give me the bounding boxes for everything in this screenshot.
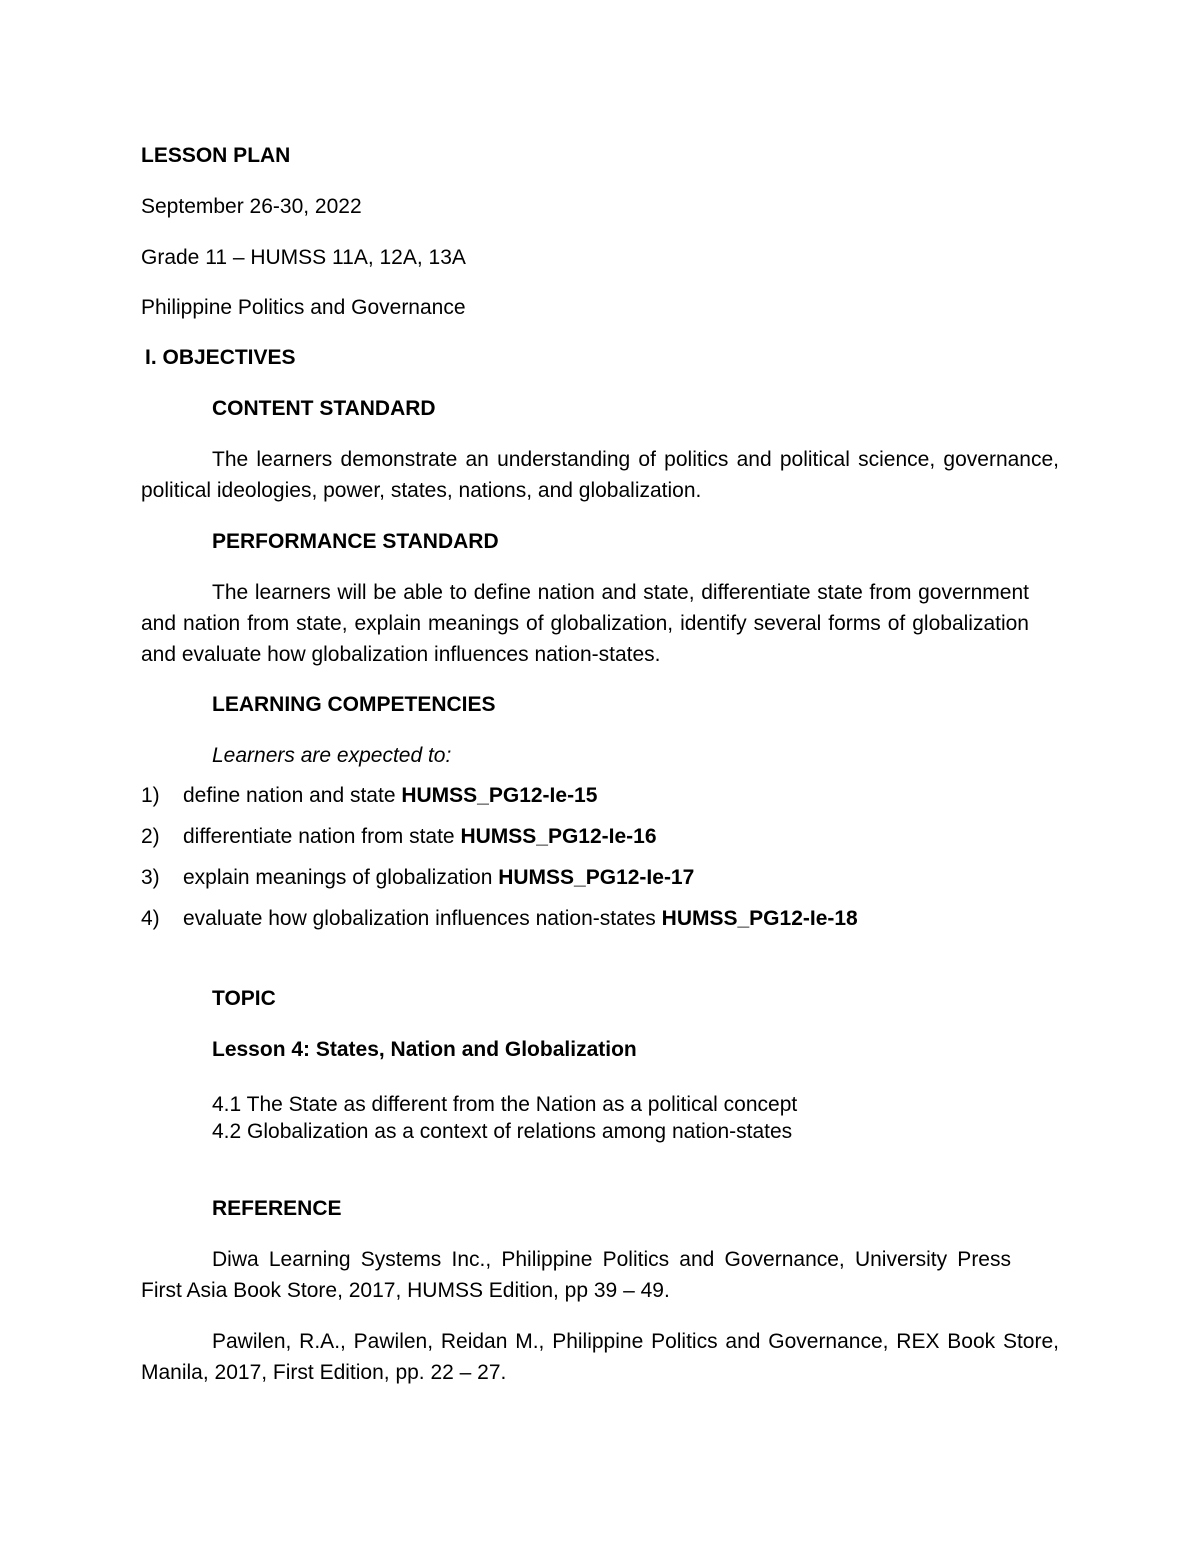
document-title: LESSON PLAN — [141, 144, 291, 167]
competency-number: 3) — [141, 866, 160, 889]
competency-number: 4) — [141, 907, 160, 930]
subtopic-item: 4.1 The State as different from the Nation as a political concept — [212, 1093, 798, 1116]
competency-code: HUMSS_PG12-Ie-15 — [401, 784, 598, 807]
competency-item — [141, 783, 597, 809]
content-standard-heading: CONTENT STANDARD — [212, 397, 436, 420]
competency-item — [141, 906, 858, 932]
competency-text: define nation and state — [183, 784, 402, 807]
competency-text: evaluate how globalization influences nation-states — [183, 907, 662, 930]
competency-item — [141, 824, 657, 850]
grade-sections: Grade 11 – HUMSS 11A, 12A, 13A — [141, 246, 466, 269]
subject-name: Philippine Politics and Governance — [141, 296, 466, 319]
competencies-intro: Learners are expected to: — [212, 744, 452, 767]
reference-item: Diwa Learning Systems Inc., Philippine Politics and Governance, University Press First Asia Book Store, 2017, HUMSS Edition, pp 39 – 49. — [141, 1248, 1011, 1302]
performance-standard-heading: PERFORMANCE STANDARD — [212, 530, 499, 553]
topic-heading: TOPIC — [212, 987, 276, 1010]
performance-standard-text: The learners will be able to define nation and state, differentiate state from government and nation from state, explain meanings of globalization, identify several forms of globalization and evaluate how globalization influences nation-states. — [141, 581, 1029, 666]
objectives-heading: I. OBJECTIVES — [145, 346, 296, 369]
competency-number: 1) — [141, 784, 160, 807]
competency-item — [141, 865, 694, 891]
competency-text: explain meanings of globalization — [183, 866, 499, 889]
lesson-date: September 26-30, 2022 — [141, 195, 362, 218]
lesson-title: Lesson 4: States, Nation and Globalization — [212, 1038, 637, 1061]
learning-competencies-heading: LEARNING COMPETENCIES — [212, 693, 496, 716]
competency-text: differentiate nation from state — [183, 825, 461, 848]
competency-number: 2) — [141, 825, 160, 848]
competency-code: HUMSS_PG12-Ie-16 — [460, 825, 657, 848]
reference-item: Pawilen, R.A., Pawilen, Reidan M., Philippine Politics and Governance, REX Book Store, Manila, 2017, First Edition, pp. 22 – 27. — [141, 1330, 1059, 1384]
reference-heading: REFERENCE — [212, 1197, 342, 1220]
content-standard-text: The learners demonstrate an understanding of politics and political science, governance, political ideologies, power, states, nations, and globalization. — [141, 448, 1059, 502]
competency-code: HUMSS_PG12-Ie-17 — [498, 866, 695, 889]
subtopic-item: 4.2 Globalization as a context of relations among nation-states — [212, 1120, 793, 1143]
competency-code: HUMSS_PG12-Ie-18 — [661, 907, 858, 930]
